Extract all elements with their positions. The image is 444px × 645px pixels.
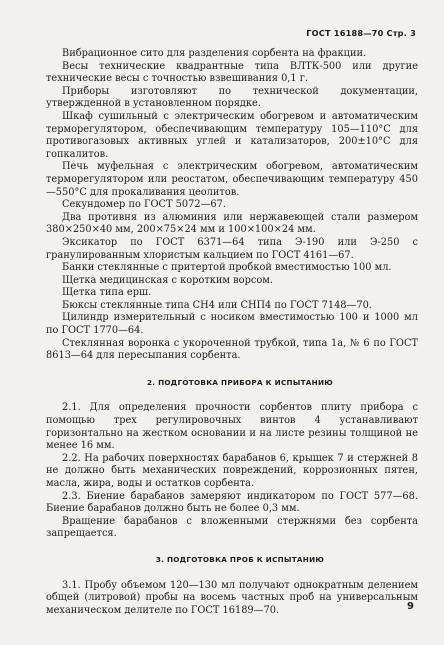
paragraph: 3.1. Пробу объемом 120—130 мл получают однократным делением общей (литровой) пробы на восемь частных проб на универсальным механическом делителе по ГОСТ 16189—70.: [46, 579, 418, 616]
paragraph: Шкаф сушильный с электрическим обогревом и автоматическим терморегулятором, обеспечивающим температуру 105—110°С для противогазовых активных углей и катализаторов, 200±10°С для гопкалитов.: [46, 110, 418, 160]
paragraph: Два противня из алюминия или нержавеющей стали размером 380×250×40 мм, 200×75×24 мм и 100×100×24 мм.: [46, 211, 418, 236]
paragraph: 2.1. Для определения прочности сорбентов плиту прибора с помощью трех регулировочных винтов 4 устанавливают горизонтально на жестком основании и на листе резины толщиной не менее 16 мм.: [46, 402, 418, 452]
paragraph: Бюксы стеклянные типа СН4 или СНП4 по ГОСТ 7148—70.: [62, 299, 372, 311]
paragraph: Приборы изготовляют по технической документации, утвержденной в установленном порядке.: [46, 85, 418, 110]
paragraph: Щетка типа ерш.: [62, 287, 152, 299]
paragraph: Банки стеклянные с притертой пробкой вместимостью 100 мл.: [62, 262, 392, 274]
paragraph: Эксикатор по ГОСТ 6371—64 типа Э-190 или Э-250 с гранулированным хлористым кальцием по ГОСТ 4161—67.: [46, 236, 418, 261]
paragraph: Вибрационное сито для разделения сорбента на фракции.: [62, 48, 367, 59]
paragraph: Щетка медицинская с коротким ворсом.: [62, 274, 273, 286]
paragraph: Печь муфельная с электрическим обогревом, автоматическим терморегулятором или реостатом, обеспечивающим температуру 450—550°С для прокаливания цеолитов.: [46, 161, 418, 198]
section-heading: 2. ПОДГОТОВКА ПРИБОРА К ИСПЫТАНИЮ: [146, 377, 334, 387]
section-heading: 3. ПОДГОТОВКА ПРОБ К ИСПЫТАНИЮ: [155, 554, 325, 564]
paragraph: Весы технические квадрантные типа ВЛТК-500 или другие технические весы с точностью взвешивания 0,1 г.: [46, 60, 418, 85]
paragraph: Стеклянная воронка с укороченной трубкой, типа 1а, № 6 по ГОСТ 8613—64 для пересыпания сорбента.: [46, 337, 418, 362]
paragraph: 2.3. Биение барабанов замеряют индикатором по ГОСТ 577—68. Биение барабанов должно быть не более 0,3 мм.: [46, 490, 418, 515]
page-body: [46, 48, 418, 617]
paragraph: Цилиндр измерительный с носиком вместимостью 100 и 1000 мл по ГОСТ 1770—64.: [46, 312, 418, 337]
page-number: 9: [407, 601, 414, 612]
paragraph: Секундомер по ГОСТ 5072—67.: [62, 199, 226, 211]
page-header: ГОСТ 16188—70 Стр. 3: [306, 28, 416, 38]
paragraph: Вращение барабанов с вложенными стержнями без сорбента запрещается.: [46, 515, 418, 540]
paragraph: 2.2. На рабочих поверхностях барабанов 6, крышек 7 и стержней 8 не должно быть механических повреждений, коррозионных пятен, масла, жира, воды и остатков сорбента.: [46, 452, 418, 489]
